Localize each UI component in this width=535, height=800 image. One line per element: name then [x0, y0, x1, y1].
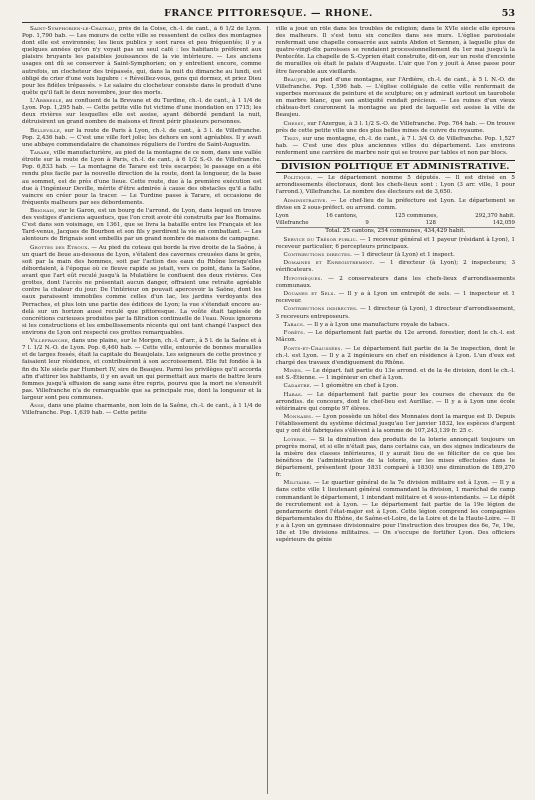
entry-text: — Au pied du coteau qui borde la rive droite de la Saône, à un quart de lieue au-dessous de Lyon, s'étalent des cavernes creusées dans le grès, soit par la main des hommes, soit par l'action des eaux du Rhône lorsqu'elles débordaient, à l'époque où ce fleuve rapide se jetait, vers ce point, dans la Saône, avant que l'art eût reculé jusqu'à la Mulatière le confluent des deux rivières. Ces grottes, dont l'accès ne présentait aucun danger, offraient une retraite agréable contre la chaleur du jour. De l'intérieur on pouvait apercevoir la Saône, dont les eaux paraissent immobiles comme celles d'un lac, les jardins verdoyants des Perraches, et plus loin une partie des édifices de Lyon; la vue s'étendait encore au-delà sur un horizon aussi reculé que pittoresque. La voûte était tapissée de concrétions curieuses produites par la filtration continuelle de l'eau. Nous ignorons si les constructions et les embellissements récents qui ont tant changé l'aspect des environs de Lyon ont respecté ces grottes remarquables.	[22, 244, 262, 336]
section-title: DIVISION POLITIQUE ET ADMINISTRATIVE.	[276, 160, 516, 173]
entry-text: sur la route de Paris à Lyon, ch.-l. de cant., à 3 l. de Villefranche. Pop. 2,436 hab. — C'est une ville fort jolie; les dehors en sont agréables. Il y avait une abbaye commendataire de chanoines réguliers de l'ordre de Saint-Augustin.	[22, 127, 262, 148]
entry-text: ville manufacturière, au pied de la montagne de ce nom, dans une vallée étroite sur la route de Lyon à Paris, ch.-l. de cant., à 6 1/2 S.-O. de Villefranche. Pop. 6,833 hab. — La montagne de Tarare est très escarpée; le passage en a été rendu plus facile par la nouvelle direction de la route, dont la longueur, de la base au sommet, est de près d'une lieue. Cette route, due à la première exécution est due à l'ingénieur Deville, mérite d'être admirée à cause des obstacles qu'il a fallu vaincre en créer pour la tracer. — Le Turdine passe à Tarare, et occasione de fréquents malheurs par ses débordements.	[22, 150, 262, 206]
entry-text: — Si la diminution des produits de la loterie annonçait toujours un progrès moral, et si elle n'était pas, dans certains cas, un des signes indicateurs de la misère des classes inférieures, il y aurait lieu de se féliciter de ce que les bénéfices de l'administration de la loterie, sur les mises effectuées dans le département, présentent (pour 1831 comparé à 1830) une diminution de 189,270 fr.	[275, 436, 515, 479]
entry-paragraph	[276, 252, 516, 259]
entry-text: — 1 receveur général et 1 payeur (résidant à Lyon), 1 receveur particulier, 6 percepteurs principaux.	[275, 236, 515, 250]
entry-text: — Lyon possède un hôtel des Monnaies dont la marque est D. Depuis l'établissement du système décimal jusqu'au 1er janvier 1832, les espèces d'argent qui y ont été fabriquées s'élèvent à la somme de 107,243,139 fr. 25 c.	[275, 414, 515, 435]
table-cell-cantons: 16 cantons,	[325, 213, 358, 220]
entry-lead: Hypothèques.	[283, 275, 323, 282]
entry-lead: Ponts-et-Chaussées.	[283, 345, 343, 352]
right-mid-entries	[276, 175, 516, 212]
entry-lead: Villefranche,	[30, 338, 70, 345]
two-column-body	[22, 26, 515, 794]
entry-text: — 2 conservateurs dans les chefs-lieux d'arrondissements communaux.	[275, 275, 515, 289]
entry-text: au pied d'une montagne, sur l'Ardière, ch.-l. de cant., à 5 l. N.-O. de Villefranche. Pop. 1,596 hab. — L'église collégiale de cette ville renfermait de superbes morceaux de peinture et de sculpture; on y admirait surtout un taurobole en marbre blanc, que son antiquité rendait précieux. — Les ruines d'un vieux château-fort couronnent la montagne au pied de laquelle est assise la ville de Beaujeu.	[275, 76, 515, 119]
entry-paragraph	[276, 322, 516, 329]
entry-paragraph	[276, 198, 516, 212]
entry-paragraph	[276, 77, 516, 120]
entry-text: sur le Garon, est un bourg de l'arrond. de Lyon, dans lequel on trouve des vestiges d'anciens aqueducs, que l'on croit avoir été construits par les Romains. C'est dans son voisinage, en 1361, que se livra la bataille entre les Français et les Tard-venus, Jacques de Bourbon et son fils y perdirent la vie en combattant. — Les alentours de Brignais sont embellis par un grand nombre de maisons de campagne.	[22, 208, 262, 243]
entry-paragraph	[276, 368, 516, 382]
entry-lead: Belleville,	[30, 127, 62, 134]
entry-paragraph	[276, 346, 516, 367]
entry-paragraph	[276, 175, 516, 196]
entry-text: — Le département fait partie pour les courses de chevaux du 6e arrondiss. de concours, dont le chef-lieu est Aurillac. — Il y a à Lyon une école vétérinaire qui compte 97 élèves.	[275, 391, 515, 412]
entry-lead: L'Arbresle,	[30, 98, 64, 105]
table-cell-habitants: 292,370 habit.	[475, 213, 515, 220]
entry-paragraph	[276, 437, 516, 480]
entry-lead: Mines.	[283, 367, 303, 374]
entry-paragraph	[276, 383, 516, 390]
entry-lead: Contributions directes.	[283, 252, 353, 259]
entry-lead: Chessy,	[283, 120, 306, 127]
entry-paragraph	[276, 330, 516, 344]
table-cell-communes: 125 communes,	[394, 213, 438, 220]
entry-lead: Tarare,	[30, 150, 52, 157]
entry-lead: Haras.	[283, 391, 303, 398]
entry-lead: Monnaies.	[283, 414, 314, 421]
right-top-entries	[276, 26, 516, 157]
entry-paragraph	[22, 245, 262, 337]
entry-text: — 1 directeur (à Lyon), 1 directeur d'arrondissement, 3 receveurs entreposeurs.	[275, 306, 515, 320]
running-title: FRANCE PITTORESQUE. — RHONE.	[164, 8, 373, 19]
table-total: Total. 25 cantons, 254 communes, 434,429 habit.	[276, 227, 516, 235]
table-cell-cantons: 9	[365, 219, 369, 226]
entry-text: — Il y a à Lyon un entrepôt de sels. — 1 inspecteur et 1 receveur.	[275, 291, 515, 305]
entry-lead: Militaire.	[283, 480, 312, 487]
entry-lead: Contributions indirectes.	[283, 306, 358, 313]
table-row	[276, 220, 516, 227]
entry-lead: Loterie.	[283, 436, 307, 443]
entry-lead: Tabacs.	[283, 321, 305, 328]
entry-lead: Anse,	[30, 403, 46, 410]
entry-text: — 1 directeur (à Lyon) et 1 inspect.	[352, 252, 455, 259]
entry-text: — Le département fait partie de la 5e inspection, dont le ch.-l. est Lyon. — Il y a 2 ingénieurs en chef en résidence à Lyon. L'un d'eux est chargé des travaux d'endiguement du Rhône.	[275, 345, 515, 366]
entry-text: — Le chef-lieu de la préfecture est Lyon. Le département se divise en 2 sous-préfect. ou arrond. comm.	[275, 197, 515, 211]
entry-text: — 1 directeur (à Lyon); 2 inspecteurs; 3 vérificateurs.	[275, 260, 515, 274]
right-column	[276, 26, 516, 794]
entry-paragraph	[276, 414, 516, 435]
entry-text: — Le départ. fait partie du 13e arrond. et de la 4e division, dont le ch.-l. est S.-Étienne. — 1 ingénieur en chef à Lyon.	[275, 367, 515, 382]
entry-paragraph	[276, 260, 516, 274]
entry-text: — Le département fait partie du 12e arrond. forestier, dont le ch.-l. est Mâcon.	[275, 330, 515, 344]
entry-paragraph	[22, 128, 262, 149]
entry-lead: Brignais,	[30, 208, 57, 215]
entry-lead: Administrative.	[283, 197, 328, 204]
entry-lead: Saint-Symphorien-le-Chateau,	[30, 26, 117, 32]
entry-lead: Beaujeu,	[283, 76, 308, 83]
arrondissement-table	[276, 213, 516, 235]
entry-lead: Douanes et Sels.	[283, 291, 336, 298]
entry-paragraph	[22, 150, 262, 207]
table-cell-habitants: 142,059	[492, 219, 515, 226]
entry-lead: Forêts.	[283, 330, 306, 337]
entry-lead: Cadastre.	[283, 383, 312, 390]
entry-lead: Thizy,	[283, 135, 301, 142]
entry-paragraph	[276, 136, 516, 157]
page-number: 53	[501, 8, 515, 19]
entry-paragraph	[276, 26, 516, 76]
entry-text: sur l'Azergue, à 3 l. 1/2 S.-O. de Villefranche. Pop. 764 hab. — On trouve près de cette petite ville une des plus belles mines de cuivre du royaume.	[275, 120, 515, 134]
entry-paragraph	[276, 291, 516, 305]
entry-paragraph	[276, 121, 516, 135]
entry-lead: Politique.	[283, 175, 313, 182]
right-bottom-entries	[276, 237, 516, 544]
entry-paragraph	[276, 392, 516, 413]
entry-paragraph	[22, 403, 262, 417]
entry-lead: Grottes des Etroux.	[30, 244, 90, 251]
entry-text: — 1 géomètre en chef à Lyon.	[311, 383, 399, 390]
table-row	[276, 213, 516, 220]
entry-text: dans une plaine charmante, non loin de la Saône, ch.-l. de cant., à 1 1/4 de Villefranche. Pop. 1,639 hab. — Cette petite	[22, 403, 262, 417]
entry-lead: Domaines et Enregistrement.	[283, 260, 375, 267]
entry-lead: Service du Trésor public.	[283, 236, 358, 243]
table-cell-name: Villefranche	[275, 219, 309, 226]
entry-text: au confluent de la Brevane et du Turdine, ch.-l. de cant., à 1 1/4 de Lyon. Pop. 1,295 hab. — Cette petite ville fut victime d'une inondation en 1715; les deux rivières sur lesquelles elle est assise, ayant débordé pendant la nuit, détruisirent un grand nombre de maisons et firent périr plusieurs personnes.	[22, 98, 262, 126]
entry-paragraph	[22, 338, 262, 402]
entry-text: sur une montagne, ch.-l. de cant., à 7 l. 3/4 O. de Villefranche. Pop. 1,527 hab. — C'est une des plus anciennes villes du département. Les environs renferment une carrière de marbre noir qui se trouve par tables et non par blocs.	[275, 135, 515, 157]
entry-paragraph	[22, 208, 262, 243]
entry-paragraph	[276, 480, 516, 544]
running-header	[22, 8, 515, 23]
entry-paragraph	[22, 98, 262, 126]
entry-text: — Il y a à Lyon une manufacture royale de tabacs.	[304, 321, 450, 328]
entry-paragraph	[276, 306, 516, 320]
entry-paragraph	[22, 26, 262, 97]
entry-text: — Le quartier général de la 7e division militaire est à Lyon. — Il y a dans cette ville 1 lieutenant général commandant la division, 1 maréchal de camp commandant le département, 1 intendant militaire et 4 sous-intendants. — Le dépôt de recrutement est à Lyon. — Le département fait partie de la 19e légion de gendarmerie dont l'état-major est à Lyon. Cette légion comprend les compagnies départementales du Rhône, de Saône-et-Loire, de la Loire et de la Haute-Loire. — Il y a à Lyon un gymnase divisionnaire pour l'instruction des troupes des 6e, 7e, 19e, 18e et 19e divisions militaires. — On s'occupe de fortifier Lyon. Des officiers supérieurs du génie	[275, 480, 515, 544]
table-cell-name: Lyon	[275, 213, 289, 220]
left-column	[22, 26, 268, 794]
entry-paragraph	[276, 276, 516, 290]
entry-text: dans une plaine, sur le Morgon, ch.-l. d'arr., à 5 l. de la Saône et à 7 l. 1/2 N.-O. de Lyon. Pop. 6,460 hab. — Cette ville, entourée de bonnes murailles et de larges fossés, était la capitale du Beaujolais. Les seigneurs de cette province y faisaient leur résidence, et contribuèrent à son accroissement. Elle fut fondée à la fin du XIe siècle par Humbert IV, sire de Beaujeu. Parmi les privilèges qu'il accorda afin d'attirer les habitants, il y en avait un qui permettait aux maris de battre leurs femmes jusqu'à effusion de sang sans être repris, pourvu que la mort ne s'ensuivît pas. Villefranche n'a de remarquable que sa principale rue, dont la longueur et la largeur sont peu communes.	[22, 338, 262, 401]
entry-text: près de la Coise, ch.-l. de cant., à 6 1/2 de Lyon. Pop. 1,790 hab. — Les mœurs de cette ville se ressentent de celles des montagnes dont elle est environnée; les lieux publics y sont rares et peu fréquentés; il y a quelques années qu'on n'y voyait pas un seul café : les habitants préfèrent aux plaisirs bruyants les paisibles jouissances de la vie intérieure. — Les anciens usages ont dû se conserver à Saint-Symphorien; on y entretient encore, comme autrefois, un clocheteur des trépassés, qui, dans la nuit du dimanche au lundi, est obligé de crier d'une voix lugubre : « Réveillez-vous, gens qui dormez, et priez Dieu pour les fidèles trépassés. » Le salaire du clocheteur consiste dans le produit d'une quête qu'il fait le deux novembre, jour des morts.	[22, 26, 262, 96]
table-cell-communes: 128	[425, 219, 436, 226]
entry-text: ville a joué un rôle dans les troubles de religion; dans le XVIe siècle elle éprouva des malheurs. Il s'est tenu six conciles dans ses murs. L'église paroissiale renfermait une chapelle consacrée aux saints Abdon et Sennen, à laquelle plus de quatre-vingt-dix paroisses se rendaient processionnellement du 1er mai jusqu'à la Pentecôte. La chapelle de S.-Cyprien était construite, dit-on, sur un reste d'enceinte de murailles où était le palais d'Auguste. L'air que l'on y jouit à Anse passe pour être favorable aux vieillards.	[275, 26, 515, 75]
entry-paragraph	[276, 237, 516, 251]
entry-text: — Le département nomme 5 députés. — Il est divisé en 5 arrondissements électoraux, dont les chefs-lieux sont : Lyon (3 arr. ville, 1 pour l'arrond.), Villefranche. Le nombre des électeurs est de 3,650.	[275, 175, 515, 196]
